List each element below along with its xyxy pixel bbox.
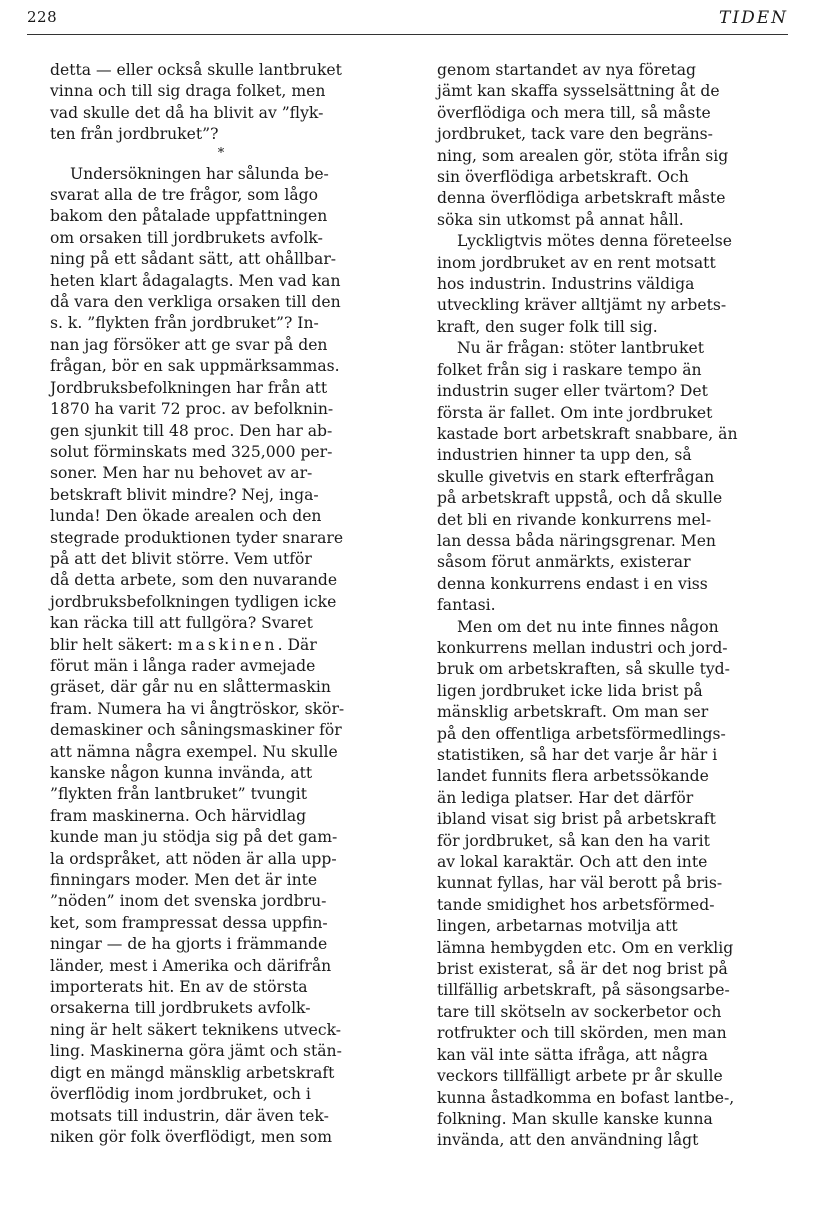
text-line: niken gör folk överflödigt, men som [50, 1127, 333, 1146]
text-line: än lediga platser. Har det därför [437, 788, 694, 807]
text-line: orsakerna till jordbrukets avfolk- [50, 999, 311, 1018]
text-line: lan dessa båda näringsgrenar. Men [437, 531, 716, 550]
text-line: ligen jordbruket icke lida brist på [437, 681, 703, 700]
text-line: nan jag försöker att ge svar på den [50, 335, 328, 354]
text-line: landet funnits flera arbetssökande [437, 767, 709, 786]
text-line: det bli en rivande konkurrens mel- [437, 510, 712, 529]
text-line: folkning. Man skulle kanske kunna [437, 1109, 713, 1128]
text-line: Men om det nu inte finnes någon [457, 617, 719, 636]
text-line: jämt kan skaffa sysselsättning åt de [437, 82, 720, 101]
text-line: skulle givetvis en stark efterfrågan [437, 467, 715, 486]
paragraph [437, 60, 779, 231]
text-line: lämna hembygden etc. Om en verklig [437, 938, 734, 957]
text-line: ten från jordbruket”? [50, 125, 219, 144]
left-column [50, 60, 392, 1148]
paragraph [437, 338, 779, 616]
text-line: motsats till industrin, där även tek- [50, 1106, 329, 1125]
text-line: ling. Maskinerna göra jämt och stän- [50, 1042, 342, 1061]
text-line: söka sin utkomst på annat håll. [437, 210, 684, 229]
text-line: frågan, bör en sak uppmärksammas. [50, 357, 340, 376]
emphasized-word: maskinen [177, 635, 278, 654]
text-line: jordbruket, tack vare den begräns- [437, 125, 713, 144]
paragraph [50, 164, 392, 635]
text-line: kraft, den suger folk till sig. [437, 317, 658, 336]
text-line: ningar — de ha gjorts i främmande [50, 935, 328, 954]
text-line: brist existerat, så är det nog brist på [437, 960, 728, 979]
text-line: fantasi. [437, 596, 496, 615]
section-separator: * [217, 145, 225, 161]
text-line: på att det blivit större. Vem utför [50, 549, 312, 568]
text-line: då vara den verkliga orsaken till den [50, 293, 341, 312]
text-line: kunde man ju stödja sig på det gam- [50, 828, 338, 847]
text-line: vinna och till sig draga folket, men [50, 82, 326, 101]
paragraph [437, 231, 779, 338]
text-line: då detta arbete, som den nuvarande [50, 571, 338, 590]
text-line: s. k. ”flykten från jordbruket”? In- [50, 314, 319, 333]
text-line: heten klart ådagalagts. Men vad kan [50, 271, 341, 290]
text-line: lingen, arbetarnas motvilja att [437, 917, 678, 936]
text-line: fram maskinerna. Och härvidlag [50, 806, 307, 825]
text-line: ning på ett sådant sätt, att ohållbar- [50, 250, 337, 269]
text-line: kastade bort arbetskraft snabbare, än [437, 424, 738, 443]
text-line: la ordspråket, att nöden är alla upp- [50, 849, 337, 868]
text-line: kanske någon kunna invända, att [50, 764, 313, 782]
paragraph [437, 617, 779, 1152]
text-line: kunnat fyllas, har väl berott på bris- [437, 874, 723, 893]
text-line: invända, att den användning lågt [437, 1131, 699, 1150]
text-line: att nämna några exempel. Nu skulle [50, 742, 338, 761]
text-line: Jordbruksbefolkningen har från att [50, 378, 328, 397]
text-line: tare till skötseln av sockerbetor och [437, 1002, 722, 1021]
text-line: ket, som frampressat dessa uppfin- [50, 913, 328, 932]
text-line: bruk om arbetskraften, så skulle tyd- [437, 660, 730, 679]
text-line: Undersökningen har sålunda be- [70, 164, 329, 183]
text-line: veckors tillfälligt arbete pr år skulle [437, 1067, 723, 1086]
text-line: solut förminskats med 325,000 per- [50, 442, 333, 461]
text-line: betskraft blivit mindre? Nej, inga- [50, 485, 319, 504]
text-line: statistiken, så har det varje år här i [437, 746, 718, 764]
text-line: jordbruksbefolkningen tydligen icke [50, 592, 337, 611]
text-line: konkurrens mellan industri och jord- [437, 638, 728, 657]
text-line: denna överflödiga arbetskraft måste [437, 189, 726, 208]
text-line: ning är helt säkert teknikens utveck- [50, 1020, 342, 1039]
right-column [437, 60, 779, 1152]
text-line: hos industrin. Industrins väldiga [437, 275, 695, 294]
text-line: detta — eller också skulle lantbruket [50, 61, 342, 79]
text-line: digt en mängd mänsklig arbetskraft [50, 1063, 335, 1082]
page-number: 228 [27, 8, 58, 26]
text-line: på arbetskraft uppstå, och då skulle [437, 489, 723, 508]
text-line [50, 635, 392, 656]
text-line: kan väl inte sätta ifråga, att några [437, 1045, 708, 1064]
text-line: svarat alla de tre frågor, som lågo [50, 186, 319, 205]
text-line: förut män i långa rader avmejade [50, 656, 316, 675]
text-line: kan räcka till att fullgöra? Svaret [50, 614, 313, 633]
paragraph-continuation [50, 656, 392, 1148]
paragraph [50, 60, 392, 146]
text-line: av lokal karaktär. Och att den inte [437, 853, 708, 872]
text-line: 1870 ha varit 72 proc. av befolknin- [50, 400, 334, 419]
text-line: inom jordbruket av en rent motsatt [437, 253, 716, 272]
text-line: Lyckligtvis mötes denna företeelse [457, 232, 733, 251]
text-line: kunna åstadkomma en bofast lantbe-, [437, 1088, 735, 1107]
text-line: bakom den påtalade uppfattningen [50, 207, 328, 226]
text-line: demaskiner och såningsmaskiner för [50, 721, 342, 740]
text-line: överflödiga och mera till, så måste [437, 103, 711, 122]
text-line: folket från sig i raskare tempo än [437, 360, 702, 379]
text-line: vad skulle det då ha blivit av ”flyk- [50, 103, 324, 122]
text-line: industrien hinner ta upp den, så [437, 446, 692, 465]
text-line: finningars moder. Men det är inte [50, 871, 318, 890]
text-line: industrin suger eller tvärtom? Det [437, 382, 708, 401]
emphasis-prefix: blir helt säkert: [50, 635, 178, 654]
text-line: genom startandet av nya företag [437, 61, 697, 79]
text-line: ”nöden” inom det svenska jordbru- [50, 892, 327, 911]
text-line: lunda! Den ökade arealen och den [50, 507, 322, 526]
text-line: överflödig inom jordbruket, och i [50, 1085, 311, 1104]
text-line: tande smidighet hos arbetsförmed- [437, 895, 715, 914]
text-line: ”flykten från lantbruket” tvungit [50, 785, 307, 804]
text-line: ibland visat sig brist på arbetskraft [437, 810, 716, 829]
text-line: rotfrukter och till skörden, men man [437, 1024, 727, 1043]
text-line: sin överflödiga arbetskraft. Och [437, 168, 689, 187]
text-line: gen sjunkit till 48 proc. Den har ab- [50, 421, 333, 440]
text-line: för jordbruket, så kan den ha varit [437, 831, 710, 850]
emphasis-suffix: . Där [277, 635, 317, 654]
text-line: fram. Numera ha vi ångtröskor, skör- [50, 699, 345, 718]
text-line: soner. Men har nu behovet av ar- [50, 464, 313, 483]
text-line: tillfällig arbetskraft, på säsongsarbe- [437, 981, 730, 1000]
header-rule [27, 34, 788, 35]
running-title: TIDEN [719, 8, 788, 28]
text-line: länder, mest i Amerika och därifrån [50, 956, 332, 975]
text-line: utveckling kräver alltjämt ny arbets- [437, 296, 727, 315]
text-line: stegrade produktionen tyder snarare [50, 528, 344, 547]
text-line: på den offentliga arbetsförmedlings- [437, 724, 726, 743]
text-line: ning, som arealen gör, stöta ifrån sig [437, 146, 729, 165]
text-line: denna konkurrens endast i en viss [437, 574, 708, 593]
text-line: första är fallet. Om inte jordbruket [437, 403, 713, 422]
text-line: såsom förut anmärkts, existerar [437, 553, 691, 572]
text-line: gräset, där går nu en slåttermaskin [50, 678, 331, 697]
text-line: Nu är frågan: stöter lantbruket [457, 339, 704, 358]
text-line: importerats hit. En av de största [50, 978, 308, 997]
text-line: om orsaken till jordbrukets avfolk- [50, 228, 323, 247]
text-line: mänsklig arbetskraft. Om man ser [437, 703, 709, 722]
